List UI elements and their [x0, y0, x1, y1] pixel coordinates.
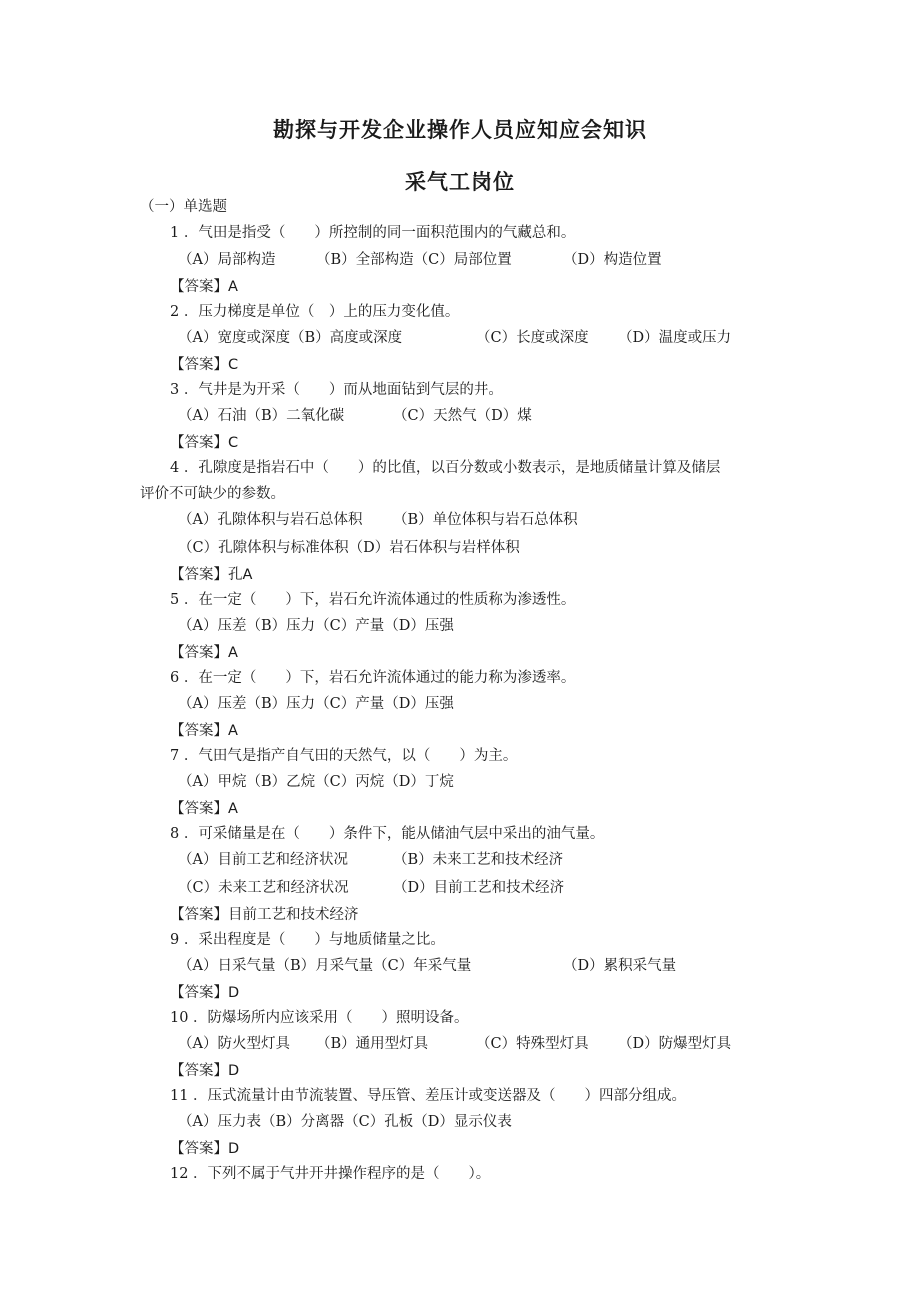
section-heading: （一）单选题: [140, 199, 227, 215]
options-row: [178, 878, 878, 898]
option: （D）目前工艺和技术经济: [393, 880, 565, 896]
options-row: [178, 250, 878, 270]
options-row: [178, 1034, 898, 1054]
answer-line: 【答案】A: [170, 645, 238, 661]
question-stem: 7 ．气田气是指产自气田的天然气，以（ ）为主。: [170, 748, 518, 764]
answer-line: 【答案】A: [170, 279, 238, 295]
option: （B）全部构造（C）局部位置: [316, 252, 512, 268]
option: （A）宽度或深度（B）高度或深度: [178, 330, 403, 346]
question-stem: 9 ．采出程度是（ ）与地质储量之比。: [170, 932, 445, 948]
answer-line: 【答案】D: [170, 1063, 240, 1079]
options-row: （A）压力表（B）分离器（C）孔板（D）显示仪表: [178, 1114, 512, 1130]
options-row: [178, 850, 878, 870]
option: （D）防爆型灯具: [618, 1036, 732, 1052]
document-title: 勘探与开发企业操作人员应知应会知识: [273, 118, 647, 142]
option: （B）单位体积与岩石总体积: [393, 512, 578, 528]
option: （B）未来工艺和技术经济: [393, 852, 564, 868]
options-row: （A）压差（B）压力（C）产量（D）压强: [178, 618, 454, 634]
option: （A）局部构造: [178, 252, 276, 268]
option: （A）日采气量（B）月采气量（C）年采气量: [178, 958, 472, 974]
document-subtitle: 采气工岗位: [405, 170, 515, 194]
options-row: [178, 510, 878, 530]
option: （C）天然气（D）煤: [393, 408, 532, 424]
options-row: [178, 956, 878, 976]
options-row: （A）甲烷（B）乙烷（C）丙烷（D）丁烷: [178, 774, 454, 790]
answer-line: 【答案】D: [170, 985, 240, 1001]
option: （D）温度或压力: [618, 330, 732, 346]
question-stem: 12 ．下列不属于气井开井操作程序的是（ ）。: [170, 1166, 491, 1182]
option: （A）目前工艺和经济状况: [178, 852, 348, 868]
question-stem: 1 ．气田是指受（ ）所控制的同一面积范围内的气藏总和。: [170, 225, 576, 241]
question-stem: 5 ．在一定（ ）下，岩石允许流体通过的性质称为渗透性。: [170, 592, 576, 608]
question-stem: 8 ．可采储量是在（ ）条件下，能从储油气层中采出的油气量。: [170, 826, 605, 842]
option: （C）长度或深度: [476, 330, 589, 346]
answer-line: 【答案】C: [170, 435, 239, 451]
option: （C）未来工艺和经济状况: [178, 880, 349, 896]
answer-line: 【答案】孔A: [170, 567, 253, 583]
question-stem: 2 ．压力梯度是单位（ ）上的压力变化值。: [170, 304, 460, 320]
option: （B）通用型灯具: [316, 1036, 429, 1052]
question-stem: 10 ．防爆场所内应该采用（ ）照明设备。: [170, 1010, 469, 1026]
option: （A）孔隙体积与岩石总体积: [178, 512, 363, 528]
question-stem: 11 ．压式流量计由节流装置、导压管、差压计或变送器及（ ）四部分组成。: [170, 1088, 687, 1104]
option: （D）构造位置: [563, 252, 662, 268]
answer-line: 【答案】A: [170, 801, 238, 817]
question-stem: 6 ．在一定（ ）下，岩石允许流体通过的能力称为渗透率。: [170, 670, 576, 686]
options-row: （A）压差（B）压力（C）产量（D）压强: [178, 696, 454, 712]
question-stem: 3 ．气井是为开采（ ）而从地面钻到气层的井。: [170, 382, 503, 398]
option: （C）特殊型灯具: [476, 1036, 589, 1052]
answer-line: 【答案】D: [170, 1141, 240, 1157]
option: （A）防火型灯具: [178, 1036, 290, 1052]
answer-line: 【答案】A: [170, 723, 238, 739]
question-stem-continuation: 评价不可缺少的参数。: [140, 486, 285, 502]
answer-line: 【答案】C: [170, 357, 239, 373]
options-row: [178, 328, 878, 348]
answer-line: 【答案】目前工艺和技术经济: [170, 907, 359, 923]
options-row: （C）孔隙体积与标准体积（D）岩石体积与岩样体积: [178, 540, 520, 556]
option: （D）累积采气量: [563, 958, 677, 974]
option: （A）石油（B）二氧化碳: [178, 408, 345, 424]
question-stem: 4 ．孔隙度是指岩石中（ ）的比值，以百分数或小数表示，是地质储量计算及储层: [170, 460, 721, 476]
options-row: [178, 406, 878, 426]
